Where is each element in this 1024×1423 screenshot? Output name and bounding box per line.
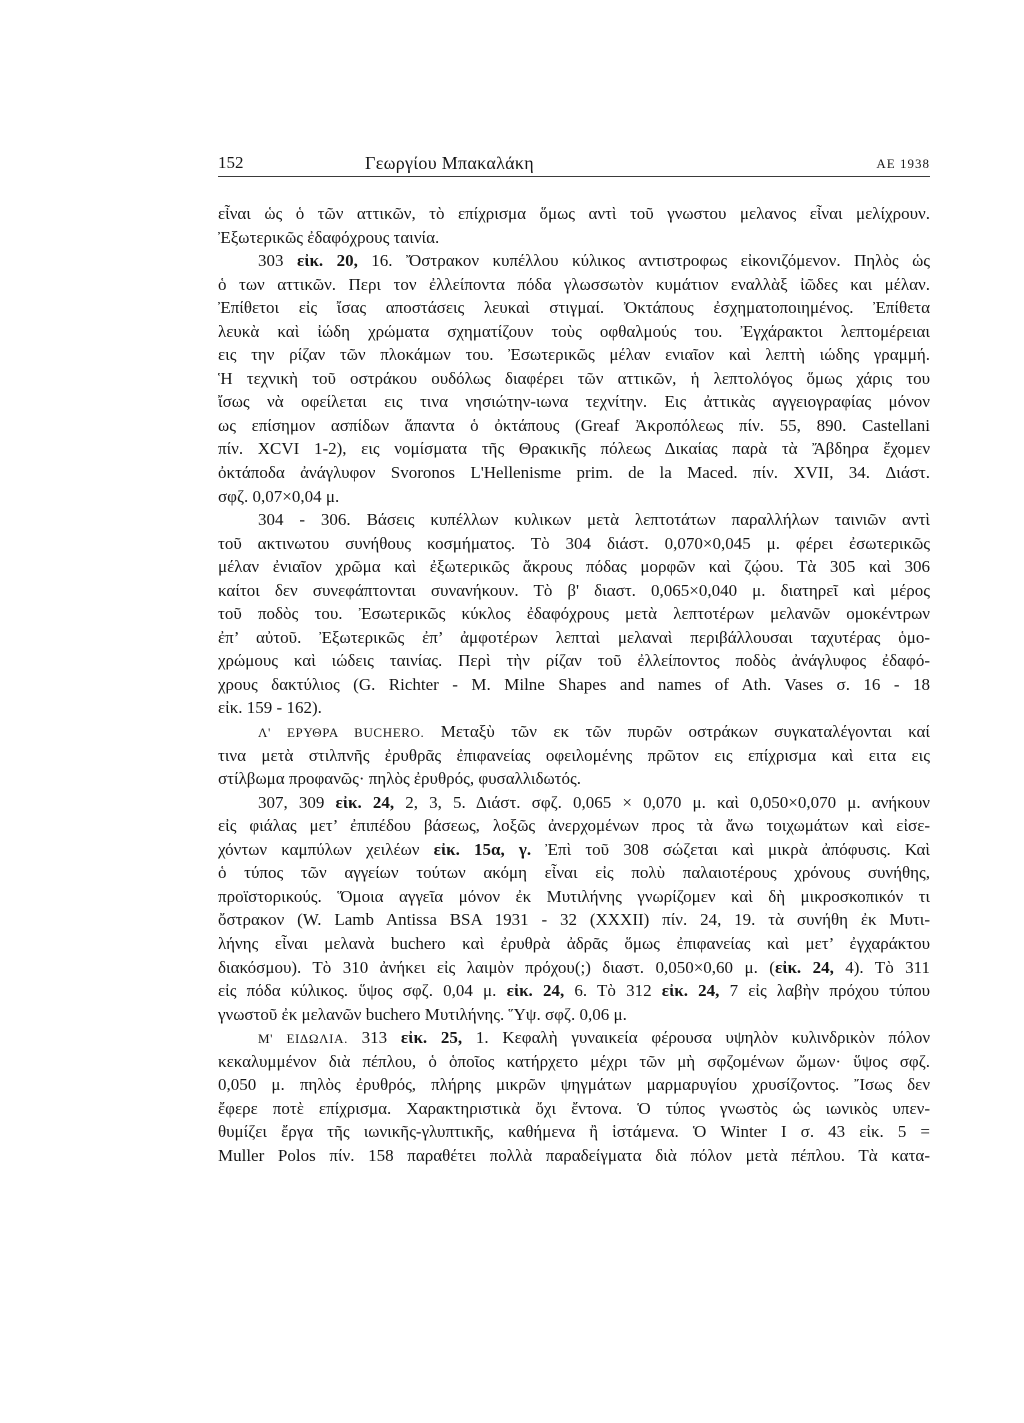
text-line: 0,050 μ. πηλὸς ἐρυθρός, πλήρης μικρῶν ψηγμάτων μαρμαρυγίου χρυσίζοντος. Ἴσως δεν bbox=[218, 1075, 930, 1095]
text-line: χρώμους καὶ ιώδεις ταινίας. Περὶ τὴν ρίζαν τοῦ ἐλλείποντος ποδὸς ἀνάγλυφος ἐδαφό- bbox=[218, 651, 930, 671]
text-line bbox=[218, 838, 930, 862]
figure-reference: εἰκ. 25, bbox=[400, 1028, 463, 1048]
text-line: εἰκ. 159 - 162). bbox=[218, 698, 322, 718]
page-number: 152 bbox=[218, 153, 244, 172]
text-segment: χόντων καμπύλων χειλέων bbox=[218, 839, 434, 859]
text-line: ὀκτάποδα ἀνάγλυφον Svoronos L'Hellenisme prim. de la Maced. πίν. XVII, 34. Διάστ. bbox=[218, 463, 930, 483]
text-line: ως επίσημον ασπίδων ἅπαντα ὁ ὀκτάπους (Greaf Ἀκροπόλεως πίν. 55, 890. Castellani bbox=[218, 415, 930, 435]
text-line bbox=[218, 979, 930, 1003]
text-line: λήνης εἶναι μελανὰ buchero καὶ ἐρυθρὰ ἀδρᾶς ὅμως ἐπιφανείας καὶ μετ’ ἐγχαράκτου bbox=[218, 933, 930, 953]
text-segment: 6. Τὸ 312 bbox=[564, 981, 662, 1001]
text-line: προϊστορικούς. Ὅμοια αγγεῖα μόνον ἐκ Μυτιλήνης γνωρίζομεν καὶ δὴ μικροσκοπικόν τι bbox=[218, 886, 930, 906]
text-line bbox=[218, 956, 930, 980]
section-heading: Μ' ΕΙΔΩΛΙΑ. bbox=[258, 1031, 348, 1047]
text-line: καίτοι δεν συνεφάπτονται συνανήκουν. Τὸ β' διαστ. 0,065×0,040 μ. διατηρεῖ καὶ μέρος bbox=[218, 580, 930, 600]
figure-reference: εἰκ. 20, bbox=[296, 251, 358, 271]
text-segment: διακόσμου). Τὸ 310 ἀνήκει εἰς λαιμὸν πρόχου(;) διαστ. 0,050×0,60 μ. ( bbox=[218, 957, 775, 977]
text-segment: 2, 3, 5. Διάστ. σφζ. 0,065 × 0,070 μ. καὶ 0,050×0,070 μ. ανήκουν bbox=[394, 792, 930, 812]
journal-volume: ΑΕ 1938 bbox=[876, 156, 930, 171]
text-line: χρους δακτύλιος (G. Richter - M. Milne Shapes and names of Ath. Vases σ. 16 - 18 bbox=[218, 674, 930, 694]
text-line: μέλαν ἐνιαῖον χρῶμα καὶ ἐξωτερικῶς ἄκρους πόδας μορφῶν καὶ ζῴου. Τὰ 305 καὶ 306 bbox=[218, 557, 930, 577]
text-segment: 4). Τὸ 311 bbox=[833, 957, 930, 977]
text-line bbox=[218, 249, 930, 273]
header-rule bbox=[218, 176, 930, 177]
text-segment: 313 bbox=[347, 1028, 401, 1048]
running-title-author: Γεωργίου Μπακαλάκη bbox=[365, 153, 534, 173]
text-line: σφζ. 0,07×0,04 μ. bbox=[218, 486, 340, 506]
text-segment: 16. Ὄστρακον κυπέλλου κύλικος αντιστροφως εἰκονιζόμενον. Πηλὸς ὡς bbox=[357, 251, 930, 271]
text-segment: εἰς πόδα κύλικος. ὕψος σφζ. 0,04 μ. bbox=[218, 981, 507, 1001]
text-line: γνωστοῦ ἐκ μελανῶν buchero Μυτιλήνης. Ὕψ. σφζ. 0,06 μ. bbox=[218, 1004, 627, 1024]
figure-reference: εἰκ. 24, bbox=[506, 981, 565, 1001]
text-line: τοῦ ποδὸς του. Ἐσωτερικῶς κύκλος ἐδαφόχρους μετὰ λεπτοτέρων μελανῶν ομοκέντρων bbox=[218, 604, 930, 624]
text-line bbox=[218, 791, 930, 815]
text-line: εἶναι ὡς ὁ τῶν αττικῶν, τὸ επίχρισμα ὅμως αντὶ τοῦ γνωστου μελανος εἶναι μελίχρουν. bbox=[218, 204, 930, 223]
text-line: θυμίζει ἔργα τῆς ιωνικῆς-γλυπτικῆς, καθήμενα ἢ ἱστάμενα. Ὁ Winter I σ. 43 εἰκ. 5 = bbox=[218, 1122, 930, 1142]
running-header bbox=[218, 151, 930, 175]
text-line bbox=[218, 1026, 930, 1050]
text-line: εἰς φιάλας μετ’ ἐπιπέδου βάσεως, λοξῶς ἀνερχομένων προς τὰ ἄνω τοιχωμάτων καὶ εἰσε- bbox=[218, 816, 930, 836]
text-segment: Μεταξὺ τῶν εκ τῶν πυρῶν οστράκων συγκαταλέγονται καί bbox=[424, 722, 930, 742]
figure-reference: εἰκ. 24, bbox=[774, 957, 834, 977]
text-line: ἴσως νὰ οφείλεται εις τινα νησιώτην-ιωνα τεχνίτην. Εις ἀττικὰς αγγειογραφίας μόνον bbox=[218, 392, 930, 412]
text-line: λευκὰ καὶ ἰώδη χρώματα σχηματίζουν τοὺς οφθαλμούς του. Ἐγχάρακτοι λεπτομέρειαι bbox=[218, 321, 930, 341]
text-segment: 307, 309 bbox=[258, 792, 336, 812]
text-line: τινα μετὰ στιλπνῆς ἐρυθρᾶς ἐπιφανείας οφειλομένης πρῶτον εις επίχρισμα καὶ ειτα εις bbox=[218, 745, 930, 765]
text-line: ἔφερε ποτὲ επίχρισμα. Χαρακτηριστικὰ ὄχι ἔντονα. Ὁ τύπος γνωστὸς ὡς ιωνικὸς υπεν- bbox=[218, 1098, 930, 1118]
text-line: πίν. XCVI 1-2), εις νομίσματα τῆς Θρακικῆς πόλεως Δικαίας παρὰ τὰ Ἄβδηρα ἔχομεν bbox=[218, 439, 930, 459]
figure-reference: εἰκ. 15α, γ. bbox=[433, 839, 532, 859]
text-line bbox=[218, 720, 930, 744]
text-segment: 303 bbox=[258, 251, 297, 271]
figure-reference: εἰκ. 24, bbox=[661, 981, 720, 1001]
text-line: στίλβωμα προφανῶς· πηλὸς ἐρυθρός, φυσαλλιδωτός. bbox=[218, 769, 581, 789]
text-line: ὁ τύπος τῶν αγγείων τούτων ακόμη εἶναι εἰς πολὺ παλαιοτέρους χρόνους συνήθης, bbox=[218, 863, 930, 883]
text-line: ἐπ’ αὐτοῦ. Ἐξωτερικῶς ἐπ’ ἀμφοτέρων λεπταὶ μελαναὶ περιβάλλουσαι ταχυτέρας ὁμο- bbox=[218, 627, 930, 647]
text-line: Ἐξωτερικῶς ἐδαφόχρους ταινία. bbox=[218, 227, 440, 247]
text-line: ὄστρακον (W. Lamb Antissa BSA 1931 - 32 (XXXII) πίν. 24, 19. τὰ συνήθη ἐκ Μυτι- bbox=[218, 910, 930, 930]
text-line: Muller Polos πίν. 158 παραθέτει πολλὰ παραδείγματα διὰ πόλον μετὰ πέπλου. Τὰ κατα- bbox=[218, 1145, 930, 1165]
text-segment: 7 εἰς λαβὴν πρόχου τύπου bbox=[719, 981, 930, 1001]
figure-reference: εἰκ. 24, bbox=[335, 792, 395, 812]
text-line: Ἐπίθετοι εἰς ἴσας αποστάσεις λευκαὶ στιγμαί. Ὀκτάπους ἐσχηματοποιημένος. Ἐπίθετα bbox=[218, 298, 930, 318]
section-heading: Λ' ΕΡΥΘΡΑ BUCHERO. bbox=[258, 725, 425, 741]
text-line: ὁ των αττικῶν. Περι τον ἐλλείποντα πόδα γλωσσωτὸν κυμάτιον εναλλὰξ ἰῶδες και μέλαν. bbox=[218, 274, 930, 294]
text-segment: Ἐπὶ τοῦ 308 σώζεται καὶ μικρὰ ἀπόφυσις. Καὶ bbox=[531, 839, 930, 859]
text-line: κεκαλυμμένον διὰ πέπλου, ὁ ὁποῖος κατήρχετο μέχρι τῶν μὴ σφζομένων ὤμων· ὕψος σφζ. bbox=[218, 1051, 930, 1071]
text-line: Ἡ τεχνικὴ τοῦ οστράκου ουδόλως διαφέρει τῶν αττικῶν, ἡ λεπτολόγος ὅμως χάρις του bbox=[218, 368, 930, 388]
text-line: τοῦ ακτινωτου συνήθους κοσμήματος. Τὸ 304 διάστ. 0,070×0,045 μ. φέρει ἐσωτερικῶς bbox=[218, 533, 930, 553]
text-line: εις την ρίζαν τῶν πλοκάμων του. Ἐσωτερικῶς μέλαν ενιαῖον καὶ λεπτὴ ιώδης γραμμή. bbox=[218, 345, 930, 365]
text-line: 304 - 306. Βάσεις κυπέλλων κυλικων μετὰ λεπτοτάτων παραλλήλων ταινιῶν αντὶ bbox=[258, 510, 930, 530]
text-segment: 1. Κεφαλὴ γυναικεία φέρουσα υψηλὸν κυλινδρικὸν πόλον bbox=[462, 1028, 931, 1048]
body-text bbox=[218, 202, 930, 1167]
